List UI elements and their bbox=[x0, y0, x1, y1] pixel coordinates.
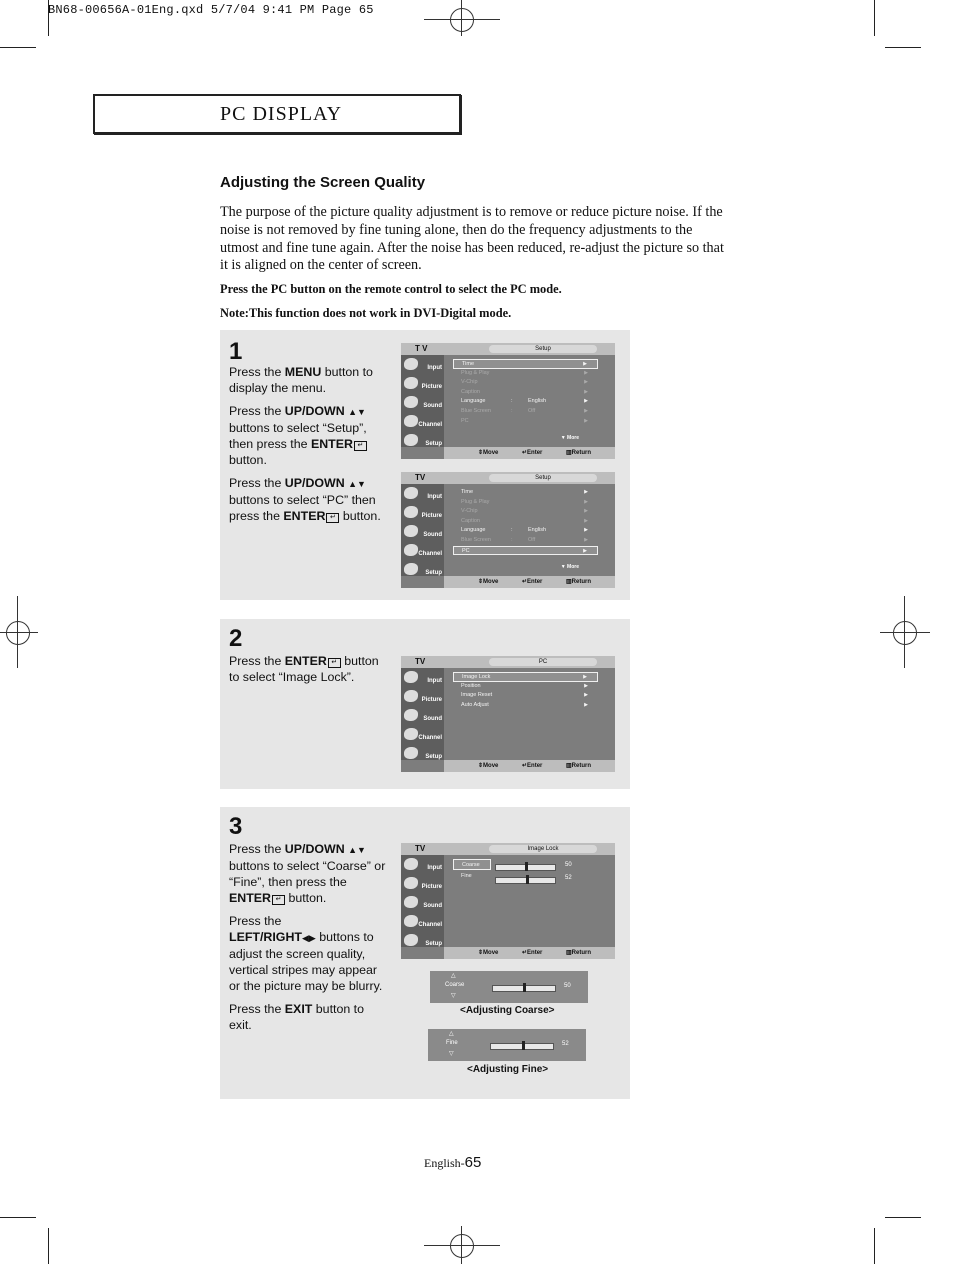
step-1-panel bbox=[220, 330, 630, 600]
step-number: 2 bbox=[229, 625, 243, 652]
caption-adjusting-coarse: <Adjusting Coarse> bbox=[460, 1005, 555, 1016]
tv-label: TV bbox=[415, 657, 426, 666]
crop-mark bbox=[874, 0, 875, 36]
more-indicator: ▼ More bbox=[560, 435, 579, 441]
menu-item-language: Language : English ▶ bbox=[461, 398, 588, 405]
coarse-slider-knob bbox=[525, 862, 528, 871]
sidebar-sound: Sound bbox=[401, 706, 444, 725]
menu-list bbox=[453, 359, 598, 426]
step-2-text bbox=[229, 653, 389, 692]
menu-item-plug-play: Plug & Play ▶ bbox=[461, 369, 588, 376]
instruction: Press the UP/DOWN ▲▼ buttons to select “Coarse” or “Fine”, then press the ENTER ↵ button. bbox=[229, 842, 386, 905]
sidebar-setup: Setup bbox=[401, 931, 444, 950]
setup-menu-screen-pc-selected bbox=[401, 472, 615, 588]
sidebar-sound: Sound bbox=[401, 393, 444, 412]
menu-footer: ⇕ Move ↵ Enter ▥ Return bbox=[444, 947, 615, 959]
setup-menu-screen bbox=[401, 343, 615, 459]
step-1-text bbox=[229, 364, 389, 531]
crop-mark bbox=[0, 1217, 36, 1218]
pc-menu-screen bbox=[401, 656, 615, 772]
fine-value: 52 bbox=[565, 875, 572, 881]
intro-paragraph: The purpose of the picture quality adjustment is to remove or reduce picture noise. If the noise is not removed by fine tuning alone, then do the frequency adjustments to the utmost and fine tune again. After the noise has been reduced, re-adjust the picture so that it is aligned on the center of screen. bbox=[220, 204, 724, 274]
sidebar-channel: Channel bbox=[401, 412, 444, 431]
sidebar-input: Input bbox=[401, 855, 444, 874]
menu-item-time: Time ▶ bbox=[461, 489, 588, 495]
footer-language: English- bbox=[424, 1156, 465, 1170]
sidebar-input: Input bbox=[401, 355, 444, 374]
fine-adjust-knob bbox=[522, 1041, 525, 1050]
down-arrow-icon: ▽ bbox=[449, 1051, 454, 1057]
coarse-slider bbox=[495, 864, 556, 871]
tv-label: TV bbox=[415, 473, 426, 482]
menu-sidebar bbox=[401, 855, 444, 947]
caption-adjusting-fine: <Adjusting Fine> bbox=[467, 1064, 549, 1075]
enter-icon: ↵ bbox=[354, 441, 367, 451]
step-2-panel bbox=[220, 619, 630, 789]
menu-item-vchip: V-Chip ▶ bbox=[461, 508, 588, 515]
fine-bar-label: Fine bbox=[446, 1040, 458, 1046]
sidebar-setup: Setup bbox=[401, 744, 444, 763]
sidebar-input: Input bbox=[401, 668, 444, 687]
crop-mark bbox=[885, 47, 921, 48]
crop-mark bbox=[874, 1228, 875, 1264]
menu-footer: ⇕ Move ↵ Enter ▥ Return bbox=[444, 576, 615, 588]
section-title: PC DISPLAY bbox=[220, 103, 343, 125]
menu-title: Image Lock bbox=[489, 845, 597, 853]
menu-sidebar bbox=[401, 484, 444, 576]
menu-list bbox=[453, 488, 598, 555]
instruction: Press the UP/DOWN ▲▼ buttons to select “PC” then press the ENTER ↵ button. bbox=[229, 476, 381, 523]
menu-item-caption: Caption ▶ bbox=[461, 388, 588, 395]
sidebar-setup: Setup bbox=[401, 560, 444, 579]
instruction: Press the EXIT button to exit. bbox=[229, 1002, 365, 1032]
crop-mark bbox=[48, 1228, 49, 1264]
coarse-bar-label: Coarse bbox=[445, 982, 465, 988]
coarse-adjust-slider bbox=[492, 985, 556, 992]
menu-item-position: Position ▶ bbox=[461, 682, 588, 689]
instruction: Press the LEFT/RIGHT◀▶ buttons to adjust the screen quality, vertical stripes may appear or the picture may be blurry. bbox=[229, 914, 383, 993]
up-arrow-icon: △ bbox=[449, 1031, 454, 1037]
menu-item-pc: PC ▶ bbox=[461, 417, 588, 424]
pc-mode-instruction: Press the PC button on the remote control to select the PC mode. bbox=[220, 282, 562, 296]
menu-item-blue-screen: Blue Screen : Off ▶ bbox=[461, 407, 588, 414]
menu-item-blue-screen: Blue Screen : Off ▶ bbox=[461, 536, 588, 543]
tv-label: T V bbox=[415, 344, 428, 353]
menu-item-caption: Caption ▶ bbox=[461, 517, 588, 524]
sidebar-picture: Picture bbox=[401, 874, 444, 893]
menu-title: Setup bbox=[489, 345, 597, 353]
coarse-item: Coarse bbox=[453, 859, 491, 870]
sidebar-picture: Picture bbox=[401, 503, 444, 522]
more-indicator: ▼ More bbox=[560, 564, 579, 570]
fine-slider bbox=[495, 877, 556, 884]
sidebar-channel: Channel bbox=[401, 725, 444, 744]
fine-item: Fine bbox=[461, 873, 472, 879]
menu-item-vchip: V-Chip ▶ bbox=[461, 379, 588, 386]
up-down-arrows-icon: ▲▼ bbox=[348, 479, 366, 489]
sidebar-channel: Channel bbox=[401, 541, 444, 560]
coarse-adjust-value: 50 bbox=[564, 983, 571, 989]
crop-mark bbox=[885, 1217, 921, 1218]
menu-footer: ⇕ Move ↵ Enter ▥ Return bbox=[444, 760, 615, 772]
menu-sidebar bbox=[401, 668, 444, 760]
up-down-arrows-icon: ▲▼ bbox=[348, 407, 366, 417]
dvi-note: Note:This function does not work in DVI-Digital mode. bbox=[220, 306, 512, 320]
coarse-adjust-bar bbox=[430, 971, 588, 1003]
sidebar-picture: Picture bbox=[401, 374, 444, 393]
coarse-value: 50 bbox=[565, 862, 572, 868]
up-arrow-icon: △ bbox=[451, 973, 456, 979]
tv-label: TV bbox=[415, 844, 426, 853]
instruction: Press the ENTER ↵ button to select “Image Lock”. bbox=[229, 654, 379, 684]
menu-item-plug-play: Plug & Play ▶ bbox=[461, 498, 588, 505]
enter-icon: ↵ bbox=[328, 658, 341, 668]
menu-title: Setup bbox=[489, 474, 597, 482]
page-heading: Adjusting the Screen Quality bbox=[220, 174, 426, 191]
menu-item-image-reset: Image Reset ▶ bbox=[461, 692, 588, 699]
fine-slider-knob bbox=[526, 875, 529, 884]
fine-adjust-slider bbox=[490, 1043, 554, 1050]
menu-title: PC bbox=[489, 658, 597, 666]
enter-icon: ↵ bbox=[272, 895, 285, 905]
sidebar-setup: Setup bbox=[401, 431, 444, 450]
instruction: Press the MENU button to display the menu. bbox=[229, 365, 373, 395]
fine-adjust-value: 52 bbox=[562, 1041, 569, 1047]
left-right-arrows-icon: ◀▶ bbox=[301, 933, 316, 943]
down-arrow-icon: ▽ bbox=[451, 993, 456, 999]
menu-item-auto-adjust: Auto Adjust ▶ bbox=[461, 701, 588, 708]
step-3-panel bbox=[220, 807, 630, 1099]
sidebar-input: Input bbox=[401, 484, 444, 503]
page-footer bbox=[424, 1154, 481, 1171]
sidebar-channel: Channel bbox=[401, 912, 444, 931]
print-header: BN68-00656A-01Eng.qxd 5/7/04 9:41 PM Page 65 bbox=[48, 3, 374, 17]
crop-mark bbox=[0, 47, 36, 48]
up-down-arrows-icon: ▲▼ bbox=[348, 845, 366, 855]
sidebar-sound: Sound bbox=[401, 522, 444, 541]
menu-item-pc: PC ▶ bbox=[453, 546, 598, 556]
sidebar-sound: Sound bbox=[401, 893, 444, 912]
step-number: 1 bbox=[229, 338, 243, 365]
enter-icon: ↵ bbox=[326, 513, 339, 523]
menu-list bbox=[453, 672, 598, 710]
sidebar-picture: Picture bbox=[401, 687, 444, 706]
section-title-box bbox=[93, 94, 461, 134]
menu-sidebar bbox=[401, 355, 444, 447]
menu-item-image-lock: Image Lock ▶ bbox=[453, 672, 598, 682]
step-number: 3 bbox=[229, 813, 243, 840]
menu-footer: ⇕ Move ↵ Enter ▥ Return bbox=[444, 447, 615, 459]
fine-adjust-bar bbox=[428, 1029, 586, 1061]
image-lock-screen bbox=[401, 843, 615, 959]
page-number: 65 bbox=[464, 1154, 482, 1171]
step-3-text bbox=[229, 841, 389, 1040]
instruction: Press the UP/DOWN ▲▼ buttons to select “Setup”, then press the ENTER ↵ button. bbox=[229, 404, 367, 467]
coarse-adjust-knob bbox=[523, 983, 526, 992]
menu-item-time: Time ▶ bbox=[453, 359, 598, 369]
menu-item-language: Language : English ▶ bbox=[461, 527, 588, 534]
